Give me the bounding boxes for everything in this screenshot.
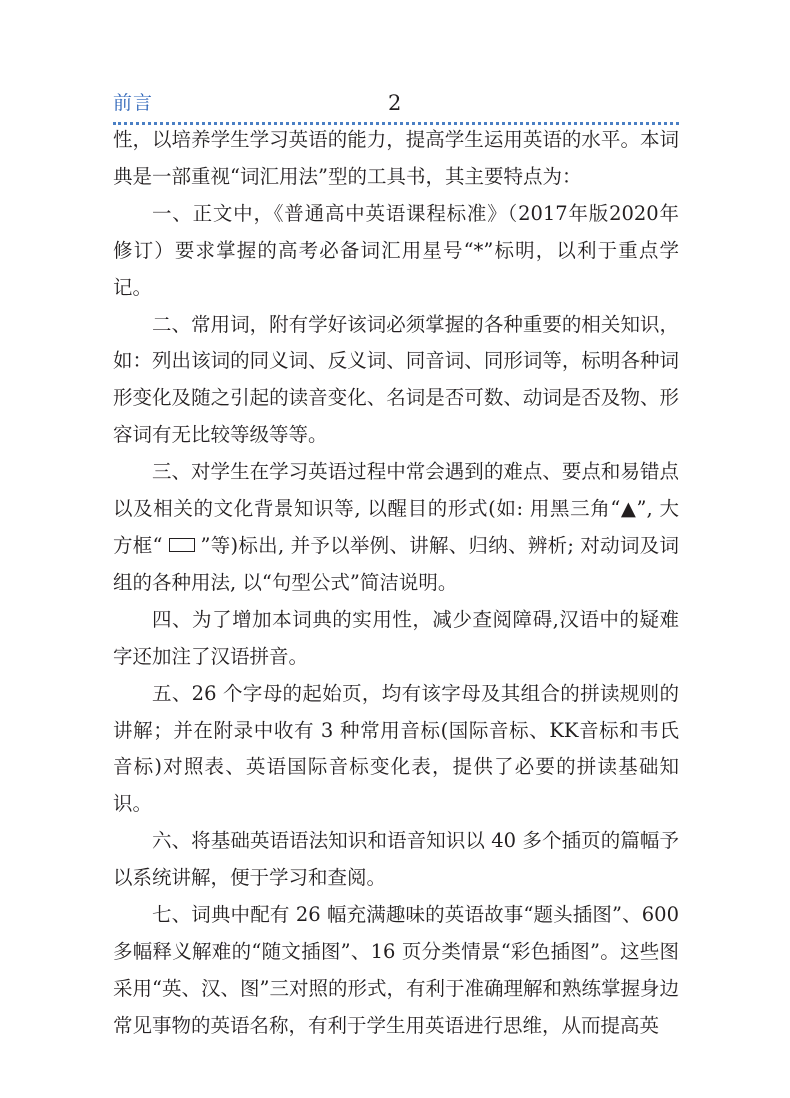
section-name: 前言 [113, 92, 154, 114]
paragraph-feature-3-part-b: ”等)标出, 并予以举例、讲解、归纳、辨析; 对动词及词组的各种用法, 以“句型公式”简洁说明。 [113, 533, 679, 594]
paragraph-feature-3-part-a: 三、对学生在学习英语过程中常会遇到的难点、要点和易错点以及相关的文化背景知识等, 以醒目的形式(如: 用黑三角“▲”, 大方框“ [113, 460, 679, 557]
paragraph-feature-4: 四、为了增加本词典的实用性，减少查阅障碍,汉语中的疑难字还加注了汉语拼音。 [113, 607, 679, 668]
paragraph-feature-2: 二、常用词，附有学好该词必须掌握的各种重要的相关知识，如：列出该词的同义词、反义词、同音词、同形词等，标明各种词形变化及随之引起的读音变化、名词是否可数、动词是否及物、形容词有无比较等级等等。 [113, 312, 679, 447]
paragraph-feature-5: 五、26 个字母的起始页，均有该字母及其组合的拼读规则的讲解；并在附录中收有 3 种常用音标(国际音标、KK音标和韦氏音标)对照表、英语国际音标变化表，提供了必要的拼读基础知识。 [113, 681, 679, 816]
paragraph-feature-1: 一、正文中，《普通高中英语课程标准》（2017年版2020年修订）要求掌握的高考必备词汇用星号“*”标明，以利于重点学记。 [113, 201, 679, 299]
paragraph-continuation: 性，以培养学生学习英语的能力，提高学生运用英语的水平。本词典是一部重视“词汇用法”型的工具书，其主要特点为： [113, 128, 679, 188]
paragraph-feature-6: 六、将基础英语语法知识和语音知识以 40 多个插页的篇幅予以系统讲解，便于学习和查阅。 [113, 829, 679, 890]
running-header [113, 88, 679, 125]
box-frame-icon [169, 538, 195, 552]
page-number: 2 [388, 91, 402, 115]
body-text [113, 122, 679, 1045]
paragraph-feature-3 [113, 454, 679, 602]
paragraph-feature-7: 七、词典中配有 26 幅充满趣味的英语故事“题头插图”、600 多幅释义解难的“随文插图”、16 页分类情景“彩色插图”。这些图采用“英、汉、图”三对照的形式，有利于准确理解和熟练掌握身边常见事物的英语名称，有利于学生用英语进行思维，从而提高英 [113, 903, 679, 1037]
